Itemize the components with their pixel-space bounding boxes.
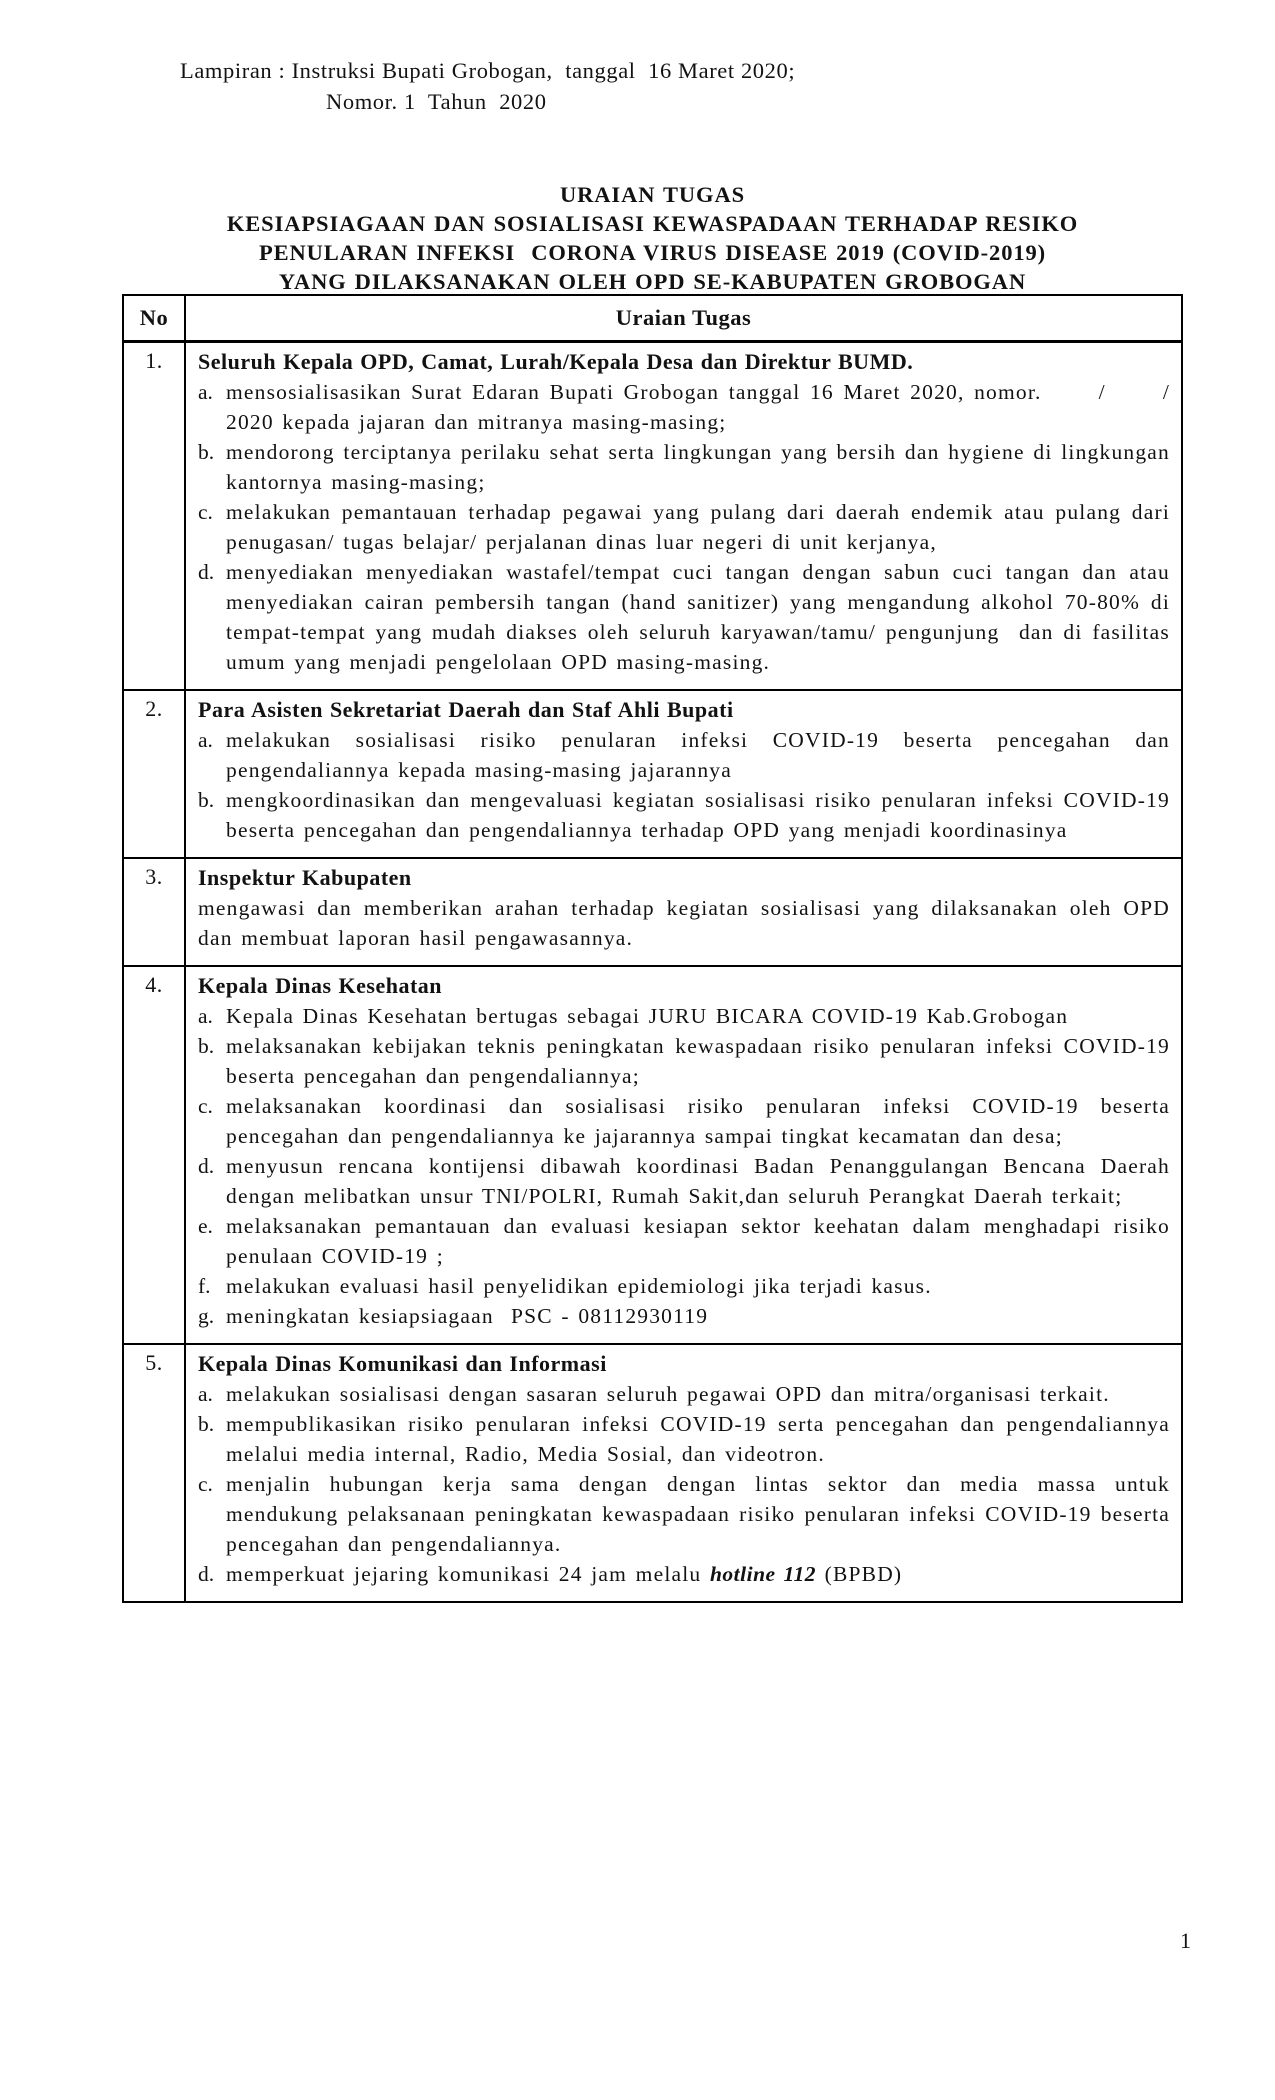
table-row (123, 342, 1182, 691)
task-item (198, 1409, 1170, 1469)
page-number: 1 (1180, 1928, 1191, 1953)
title-line-4: YANG DILAKSANAKAN OLEH OPD SE-KABUPATEN GROBOGAN (278, 269, 1027, 294)
row-number-cell: 3. (123, 858, 185, 966)
task-item (198, 1211, 1170, 1271)
task-item (198, 497, 1170, 557)
task-item-label: a. (198, 1382, 213, 1406)
row-number-cell: 2. (123, 690, 185, 858)
task-item-text: mensosialisasikan Surat Edaran Bupati Grobogan tanggal 16 Maret 2020, nomor. / / 2020 kepada jajaran dan mitranya masing-masing; (226, 380, 1170, 434)
task-item-text: melakukan sosialisasi dengan sasaran seluruh pegawai OPD dan mitra/organisasi terkait. (226, 1382, 1110, 1406)
document-title (122, 180, 1183, 296)
task-item (198, 437, 1170, 497)
column-header-no: No (123, 295, 185, 342)
header-line-1: Lampiran : Instruksi Bupati Grobogan, tanggal 16 Maret 2020; (180, 58, 796, 83)
task-item-text: melaksanakan koordinasi dan sosialisasi risiko penularan infeksi COVID-19 beserta pencegahan dan pengendaliannya ke jajarannya sampai tingkat kecamatan dan desa; (226, 1094, 1170, 1148)
task-item-text: melakukan sosialisasi risiko penularan infeksi COVID-19 beserta pencegahan dan pengendaliannya kepada masing-masing jajarannya (226, 728, 1170, 782)
document-header (180, 55, 795, 117)
task-item-label: d. (198, 1154, 215, 1178)
task-item-label: d. (198, 1562, 215, 1586)
row-number-cell: 4. (123, 966, 185, 1344)
task-item-text: mendorong terciptanya perilaku sehat serta lingkungan yang bersih dan hygiene di lingkungan kantornya masing-masing; (226, 440, 1170, 494)
task-item (198, 1001, 1170, 1031)
task-cell (185, 1344, 1182, 1602)
task-item-label: a. (198, 380, 213, 404)
row-heading: Kepala Dinas Kesehatan (198, 973, 443, 998)
table-row (123, 858, 1182, 966)
task-item-text: melakukan evaluasi hasil penyelidikan epidemiologi jika terjadi kasus. (226, 1274, 932, 1298)
row-number-cell: 5. (123, 1344, 185, 1602)
task-item (198, 1301, 1170, 1331)
task-item (198, 1151, 1170, 1211)
task-item (198, 377, 1170, 437)
task-item-text: meningkatan kesiapsiagaan PSC - 08112930119 (226, 1304, 709, 1328)
task-item-label: a. (198, 1004, 213, 1028)
task-item-label: f. (198, 1274, 211, 1298)
task-item-label: c. (198, 500, 213, 524)
table-row (123, 966, 1182, 1344)
row-number-cell: 1. (123, 342, 185, 691)
task-item-label: b. (198, 788, 215, 812)
tasks-table-header (123, 295, 1182, 342)
task-item (198, 1559, 1170, 1589)
task-item-label: e. (198, 1214, 213, 1238)
table-row (123, 690, 1182, 858)
task-cell (185, 858, 1182, 966)
task-paragraph: mengawasi dan memberikan arahan terhadap kegiatan sosialisasi yang dilaksanakan oleh OPD dan membuat laporan hasil pengawasannya. (198, 896, 1170, 950)
task-cell (185, 342, 1182, 691)
task-item-text: mempublikasikan risiko penularan infeksi COVID-19 serta pencegahan dan pengendaliannya melalui media internal, Radio, Media Sosial, dan videotron. (226, 1412, 1170, 1466)
row-heading: Para Asisten Sekretariat Daerah dan Staf Ahli Bupati (198, 697, 734, 722)
hotline-text-post: (BPBD) (816, 1562, 903, 1586)
task-item-label: b. (198, 1034, 215, 1058)
table-row (123, 1344, 1182, 1602)
title-line-3: PENULARAN INFEKSI CORONA VIRUS DISEASE 2019 (COVID-2019) (258, 240, 1047, 265)
header-line-2: Nomor. 1 Tahun 2020 (326, 89, 547, 114)
hotline-emphasis: hotline 112 (709, 1562, 817, 1586)
tasks-table (122, 294, 1183, 1603)
task-item-text: melaksanakan pemantauan dan evaluasi kesiapan sektor keehatan dalam menghadapi risiko penulaan COVID-19 ; (226, 1214, 1170, 1268)
row-heading: Kepala Dinas Komunikasi dan Informasi (198, 1351, 607, 1376)
task-cell (185, 966, 1182, 1344)
task-item (198, 1469, 1170, 1559)
task-item-text: menjalin hubungan kerja sama dengan dengan lintas sektor dan media massa untuk mendukung pelaksanaan peningkatan kewaspadaan risiko penularan infeksi COVID-19 beserta pencegahan dan pengendaliannya. (226, 1472, 1170, 1556)
task-item-text (226, 1559, 1170, 1589)
task-item-text: melakukan pemantauan terhadap pegawai yang pulang dari daerah endemik atau pulang dari penugasan/ tugas belajar/ perjalanan dinas luar negeri di unit kerjanya, (226, 500, 1170, 554)
task-item-text: menyediakan menyediakan wastafel/tempat cuci tangan dengan sabun cuci tangan dan atau menyediakan cairan pembersih tangan (hand sanitizer) yang mengandung alkohol 70-80% di tempat-tempat yang mudah diakses oleh seluruh karyawan/tamu/ pengunjung dan di fasilitas umum yang menjadi pengelolaan OPD masing-masing. (226, 560, 1170, 674)
task-item (198, 1031, 1170, 1091)
task-item-label: d. (198, 560, 215, 584)
task-item-label: b. (198, 440, 215, 464)
task-cell (185, 690, 1182, 858)
task-item-label: g. (198, 1304, 215, 1328)
column-header-uraian-tugas: Uraian Tugas (185, 295, 1182, 342)
task-item-text: melaksanakan kebijakan teknis peningkatan kewaspadaan risiko penularan infeksi COVID-19 beserta pencegahan dan pengendaliannya; (226, 1034, 1170, 1088)
task-item-label: b. (198, 1412, 215, 1436)
header-row (123, 295, 1182, 342)
task-item (198, 785, 1170, 845)
task-item (198, 725, 1170, 785)
task-item-text: Kepala Dinas Kesehatan bertugas sebagai JURU BICARA COVID-19 Kab.Grobogan (226, 1004, 1069, 1028)
hotline-text-pre: memperkuat jejaring komunikasi 24 jam melalu (226, 1562, 710, 1586)
task-item-text: menyusun rencana kontijensi dibawah koordinasi Badan Penanggulangan Bencana Daerah dengan melibatkan unsur TNI/POLRI, Rumah Sakit,dan seluruh Perangkat Daerah terkait; (226, 1154, 1170, 1208)
task-item (198, 557, 1170, 677)
task-item-label: a. (198, 728, 213, 752)
task-item-label: c. (198, 1094, 213, 1118)
task-item (198, 1379, 1170, 1409)
task-item (198, 1091, 1170, 1151)
row-heading: Inspektur Kabupaten (198, 865, 412, 890)
row-heading: Seluruh Kepala OPD, Camat, Lurah/Kepala Desa dan Direktur BUMD. (198, 349, 914, 374)
title-line-2: KESIAPSIAGAAN DAN SOSIALISASI KEWASPADAAN TERHADAP RESIKO (226, 211, 1079, 236)
title-line-1: URAIAN TUGAS (559, 182, 746, 207)
task-item-label: c. (198, 1472, 213, 1496)
task-item (198, 1271, 1170, 1301)
task-item-text: mengkoordinasikan dan mengevaluasi kegiatan sosialisasi risiko penularan infeksi COVID-19 beserta pencegahan dan pengendaliannya terhadap OPD yang menjadi koordinasinya (226, 788, 1170, 842)
